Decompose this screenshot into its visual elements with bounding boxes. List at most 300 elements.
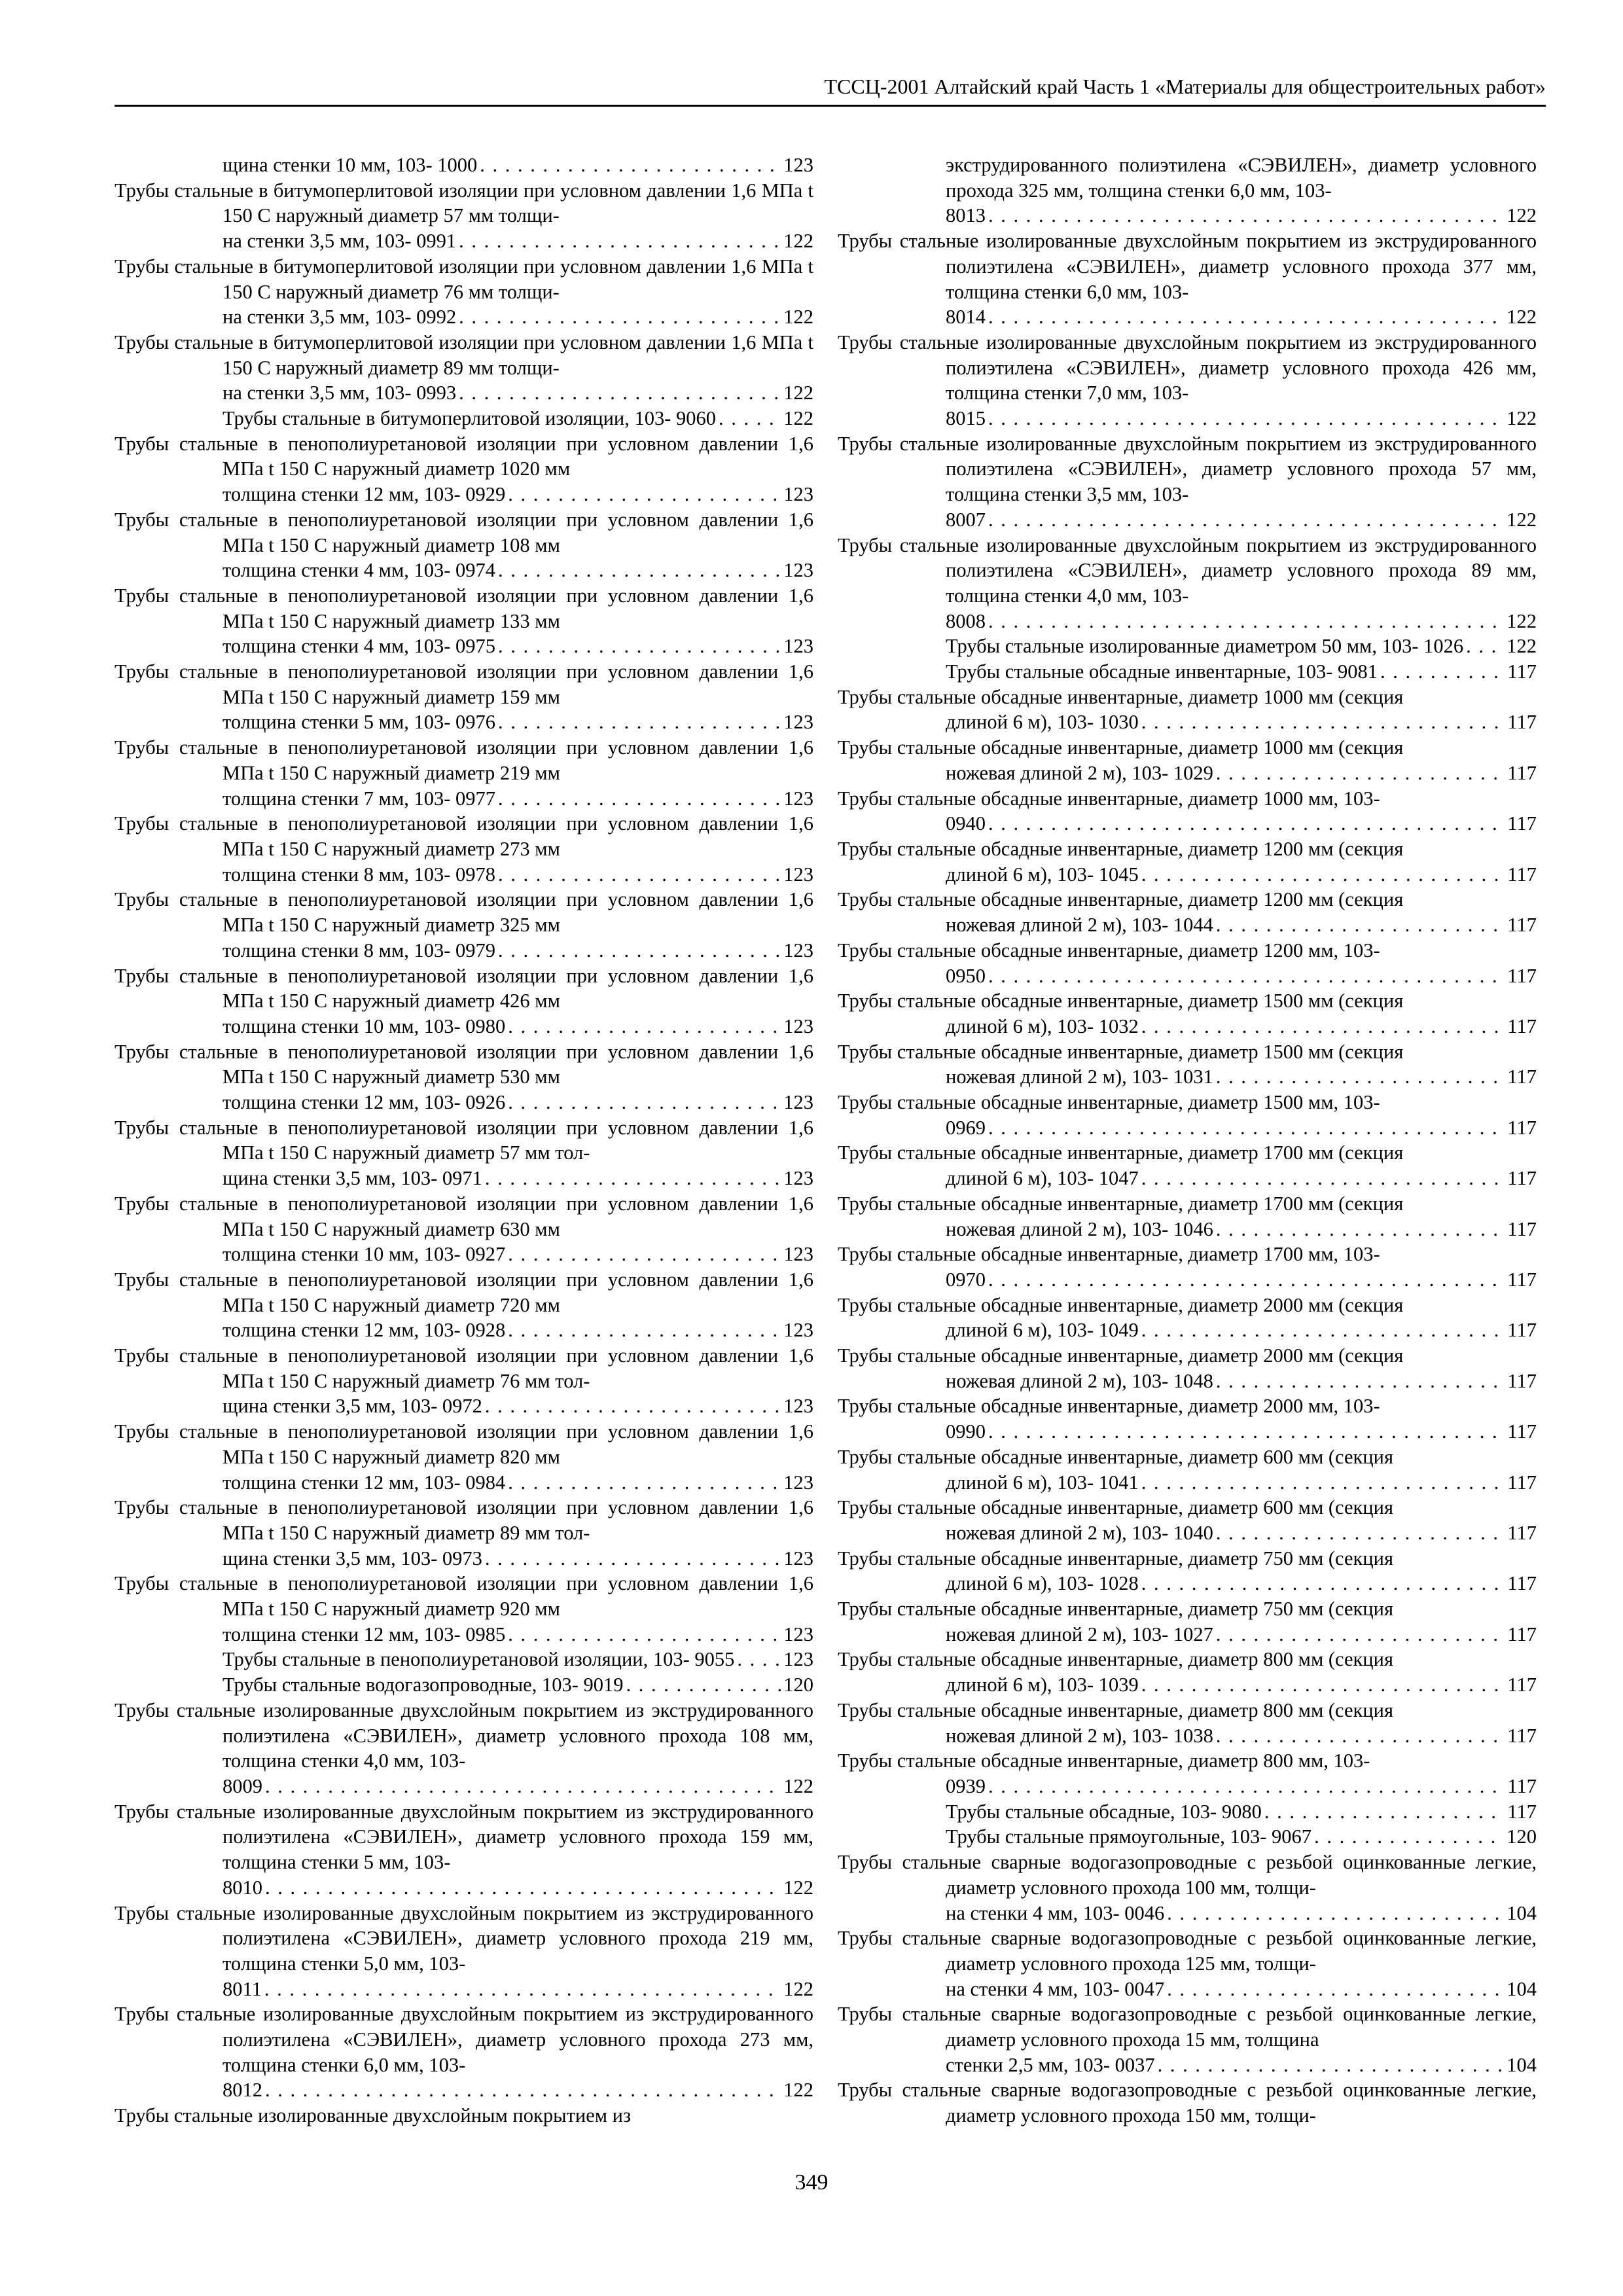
- entry-page-number: 117: [1507, 1369, 1537, 1392]
- dot-leader: [1141, 1014, 1505, 1039]
- dot-leader: [508, 482, 781, 507]
- dot-leader: [508, 1622, 781, 1647]
- entry-page-number: 123: [783, 1014, 813, 1037]
- index-entry: [838, 2077, 1537, 2128]
- entry-final-line: [223, 634, 813, 659]
- entry-final-line: [946, 1217, 1537, 1242]
- entry-page-number: 117: [1507, 761, 1537, 784]
- entry-reference: Трубы стальные в битумоперлитовой изоляции, 103- 9060: [223, 407, 716, 430]
- index-entry: [838, 1926, 1537, 2001]
- index-entry: [838, 659, 1537, 685]
- entry-text: Трубы стальные в битумоперлитовой изоляции при условном давлении 1,6 МПа t 150 С наружный диаметр 57 мм толщи-: [115, 179, 813, 227]
- entry-text: Трубы стальные обсадные инвентарные, диаметр 1000 мм (секция: [838, 685, 1404, 708]
- entry-text: Трубы стальные в пенополиуретановой изоляции при условном давлении 1,6 МПа t 150 С наружный диаметр 57 мм тол-: [115, 1116, 813, 1164]
- dot-leader: [459, 380, 781, 406]
- entry-final-line: [946, 2053, 1537, 2078]
- entry-final-line: [223, 228, 813, 254]
- entry-final-line: [223, 482, 813, 507]
- entry-page-number: 117: [1507, 1572, 1537, 1595]
- entry-page-number: 117: [1507, 711, 1537, 734]
- entry-final-line: [223, 938, 813, 963]
- entry-page-number: 117: [1507, 1268, 1537, 1291]
- entry-page-number: 122: [783, 1977, 813, 2000]
- entry-page-number: 120: [783, 1674, 813, 1696]
- dot-leader: [1216, 761, 1505, 786]
- dot-leader: [1141, 1318, 1505, 1343]
- entry-reference: Трубы стальные обсадные инвентарные, 103- 9081: [946, 660, 1378, 683]
- entry-reference: ножевая длиной 2 м), 103- 1038: [946, 1724, 1213, 1747]
- dot-leader: [1314, 1824, 1504, 1850]
- entry-text: Трубы стальные в битумоперлитовой изоляции при условном давлении 1,6 МПа t 150 С наружный диаметр 76 мм толщи-: [115, 255, 813, 303]
- index-entry: [838, 533, 1537, 634]
- index-entry: [115, 178, 813, 254]
- entry-final-line: [946, 634, 1537, 659]
- entry-text: Трубы стальные обсадные инвентарные, диаметр 1500 мм (секция: [838, 1040, 1404, 1063]
- entry-text: Трубы стальные обсадные инвентарные, диаметр 1000 мм (секция: [838, 736, 1404, 759]
- dot-leader: [1466, 634, 1504, 659]
- entry-reference: длиной 6 м), 103- 1041: [946, 1471, 1139, 1494]
- index-entry: [115, 1698, 813, 1799]
- entry-page-number: 122: [783, 382, 813, 404]
- entry-reference: 8014: [946, 306, 986, 329]
- entry-reference: 8008: [946, 609, 986, 632]
- dot-leader: [1216, 1217, 1505, 1242]
- entry-text: Трубы стальные в битумоперлитовой изоляции при условном давлении 1,6 МПа t 150 С наружный диаметр 89 мм толщи-: [115, 331, 813, 379]
- dot-leader: [988, 304, 1504, 330]
- entry-reference: толщина стенки 4 мм, 103- 0975: [223, 635, 496, 658]
- index-entry: [838, 228, 1537, 330]
- entry-text: Трубы стальные в пенополиуретановой изоляции при условном давлении 1,6 МПа t 150 С наружный диаметр 89 мм тол-: [115, 1496, 813, 1544]
- entry-final-line: [946, 1723, 1537, 1749]
- index-entry: [115, 2103, 813, 2128]
- entry-reference: ножевая длиной 2 м), 103- 1048: [946, 1369, 1213, 1392]
- dot-leader: [498, 709, 781, 735]
- entry-page-number: 123: [783, 939, 813, 961]
- entry-text: Трубы стальные изолированные двухслойным покрытием из экструдированного полиэтилена «СЭВИЛЕН», диаметр условного прохода 273 мм, толщина стенки 6,0 мм, 103-: [115, 2003, 813, 2076]
- index-entry: [115, 1799, 813, 1901]
- entry-text: Трубы стальные обсадные инвентарные, диаметр 800 мм (секция: [838, 1648, 1393, 1671]
- entry-page-number: 117: [1507, 1217, 1537, 1240]
- entry-final-line: [223, 1470, 813, 1496]
- entry-text: Трубы стальные изолированные двухслойным покрытием из экструдированного полиэтилена «СЭВИЛЕН», диаметр условного прохода 108 мм, толщина стенки 4,0 мм, 103-: [115, 1698, 813, 1772]
- entry-reference: стенки 2,5 мм, 103- 0037: [946, 2053, 1155, 2076]
- dot-leader: [737, 1647, 781, 1672]
- entry-page-number: 104: [1507, 2053, 1537, 2076]
- entry-final-line: [946, 912, 1537, 938]
- dot-leader: [1216, 1723, 1505, 1749]
- entry-reference: толщина стенки 5 мм, 103- 0976: [223, 711, 496, 734]
- entry-reference: щина стенки 10 мм, 103- 1000: [223, 154, 478, 176]
- entry-page-number: 123: [783, 863, 813, 886]
- entry-final-line: [946, 1318, 1537, 1343]
- dot-leader: [508, 1090, 781, 1115]
- entry-reference: толщина стенки 12 мм, 103- 0985: [223, 1623, 506, 1645]
- entry-text: Трубы стальные изолированные двухслойным покрытием из экструдированного полиэтилена «СЭВИЛЕН», диаметр условного прохода 377 мм, толщина стенки 6,0 мм, 103-: [838, 230, 1537, 303]
- index-entry: [838, 1647, 1537, 1697]
- entry-page-number: 117: [1507, 812, 1537, 835]
- entry-reference: толщина стенки 8 мм, 103- 0979: [223, 939, 496, 961]
- entry-final-line: [946, 1901, 1537, 1926]
- entry-reference: 8010: [223, 1876, 262, 1899]
- entry-reference: Трубы стальные в пенополиуретановой изоляции, 103- 9055: [223, 1648, 735, 1671]
- entry-page-number: 123: [783, 1395, 813, 1418]
- index-entry: [838, 735, 1537, 785]
- index-entry: [838, 431, 1537, 533]
- entry-final-line: [223, 862, 813, 888]
- entry-text: Трубы стальные изолированные двухслойным покрытием из экструдированного полиэтилена «СЭВИЛЕН», диаметр условного прохода 57 мм, толщина стенки 3,5 мм, 103-: [838, 432, 1537, 506]
- entry-final-line: [946, 709, 1537, 735]
- entry-final-line: [223, 558, 813, 583]
- dot-leader: [498, 938, 781, 963]
- dot-leader: [988, 811, 1505, 836]
- entry-page-number: 117: [1507, 914, 1537, 937]
- entry-reference: на стенки 3,5 мм, 103- 0993: [223, 382, 457, 404]
- index-entry: [115, 1191, 813, 1267]
- entry-reference: 0950: [946, 964, 986, 987]
- dot-leader: [1216, 912, 1505, 938]
- dot-leader: [988, 1419, 1505, 1444]
- index-entry: [838, 938, 1537, 988]
- dot-leader: [508, 1318, 781, 1343]
- entry-text: Трубы стальные в пенополиуретановой изоляции при условном давлении 1,6 МПа t 150 С наружный диаметр 530 мм: [115, 1040, 813, 1088]
- entry-text: Трубы стальные в пенополиуретановой изоляции при условном давлении 1,6 МПа t 150 С наружный диаметр 159 мм: [115, 660, 813, 708]
- entry-reference: щина стенки 3,5 мм, 103- 0971: [223, 1167, 482, 1190]
- dot-leader: [480, 152, 781, 178]
- entry-reference: 0970: [946, 1268, 986, 1291]
- entry-final-line: [223, 1875, 813, 1901]
- entry-page-number: 117: [1507, 1420, 1537, 1443]
- dot-leader: [485, 1393, 781, 1419]
- entry-page-number: 123: [783, 1547, 813, 1570]
- entry-final-line: [223, 1393, 813, 1419]
- dot-leader: [265, 2077, 781, 2103]
- entry-page-number: 122: [783, 306, 813, 329]
- index-entry: [838, 836, 1537, 887]
- index-entry: [838, 1824, 1537, 1850]
- entry-reference: толщина стенки 10 мм, 103- 0927: [223, 1243, 506, 1266]
- entry-text: Трубы стальные в пенополиуретановой изоляции при условном давлении 1,6 МПа t 150 С наружный диаметр 720 мм: [115, 1268, 813, 1316]
- index-entry: [838, 330, 1537, 431]
- index-entry: [115, 811, 813, 887]
- entry-final-line: [946, 1470, 1537, 1496]
- entry-text: Трубы стальные обсадные инвентарные, диаметр 1000 мм, 103-: [838, 787, 1380, 810]
- entry-text: Трубы стальные сварные водогазопроводные с резьбой оцинкованные легкие, диаметр условного прохода 150 мм, толщи-: [838, 2079, 1537, 2127]
- entry-text: Трубы стальные обсадные инвентарные, диаметр 1700 мм, 103-: [838, 1243, 1380, 1266]
- entry-text: Трубы стальные сварные водогазопроводные с резьбой оцинкованные легкие, диаметр условного прохода 100 мм, толщи-: [838, 1851, 1537, 1899]
- dot-leader: [988, 507, 1504, 533]
- entry-reference: 0939: [946, 1775, 986, 1797]
- entry-text: Трубы стальные обсадные инвентарные, диаметр 1500 мм, 103-: [838, 1091, 1380, 1114]
- entry-final-line: [946, 963, 1537, 989]
- index-entry: [115, 1672, 813, 1698]
- index-entry: [838, 887, 1537, 937]
- dot-leader: [1141, 709, 1505, 735]
- dot-leader: [1216, 1520, 1505, 1546]
- index-entry: [838, 1090, 1537, 1140]
- dot-leader: [1141, 862, 1505, 888]
- index-entry: [838, 1444, 1537, 1495]
- dot-leader: [988, 963, 1505, 989]
- entry-text: Трубы стальные изолированные двухслойным покрытием из: [115, 2104, 632, 2127]
- index-entry: [115, 254, 813, 330]
- entry-final-line: [946, 811, 1537, 836]
- entry-final-line: [946, 1369, 1537, 1394]
- index-entry: [838, 1495, 1537, 1545]
- entry-final-line: [946, 761, 1537, 786]
- dot-leader: [508, 1014, 781, 1039]
- entry-page-number: 122: [783, 230, 813, 253]
- index-column-left: [115, 152, 813, 2128]
- dot-leader: [498, 862, 781, 888]
- entry-page-number: 117: [1507, 1521, 1537, 1544]
- index-entry: [838, 1293, 1537, 1343]
- dot-leader: [498, 786, 781, 812]
- entry-page-number: 123: [783, 787, 813, 810]
- entry-page-number: 117: [1507, 863, 1537, 886]
- index-entry: [115, 1267, 813, 1343]
- entry-final-line: [946, 1622, 1537, 1647]
- entry-text: Трубы стальные обсадные инвентарные, диаметр 2000 мм, 103-: [838, 1395, 1380, 1418]
- index-entry: [838, 152, 1537, 228]
- index-entry: [838, 786, 1537, 836]
- index-entry: [838, 1039, 1537, 1090]
- entry-page-number: 122: [783, 407, 813, 430]
- entry-page-number: 117: [1507, 1775, 1537, 1797]
- index-entry: [115, 330, 813, 406]
- entry-text: Трубы стальные в пенополиуретановой изоляции при условном давлении 1,6 МПа t 150 С наружный диаметр 133 мм: [115, 584, 813, 632]
- dot-leader: [1216, 1369, 1505, 1394]
- entry-final-line: [223, 304, 813, 330]
- entry-text: Трубы стальные в пенополиуретановой изоляции при условном давлении 1,6 МПа t 150 С наружный диаметр 1020 мм: [115, 432, 813, 480]
- entry-text: Трубы стальные обсадные инвентарные, диаметр 600 мм (секция: [838, 1496, 1393, 1519]
- index-entry: [115, 887, 813, 963]
- entry-final-line: [223, 1546, 813, 1571]
- entry-page-number: 122: [783, 2079, 813, 2102]
- entry-reference: 0969: [946, 1116, 986, 1139]
- index-entry: [115, 1901, 813, 2002]
- index-entry: [115, 1495, 813, 1571]
- dot-leader: [498, 634, 781, 659]
- entry-page-number: 117: [1507, 1800, 1537, 1823]
- dot-leader: [1141, 1166, 1505, 1191]
- dot-leader: [1141, 1571, 1505, 1596]
- entry-reference: Трубы стальные изолированные диаметром 50 мм, 103- 1026: [946, 635, 1464, 658]
- entry-page-number: 117: [1507, 964, 1537, 987]
- entry-reference: щина стенки 3,5 мм, 103- 0973: [223, 1547, 482, 1570]
- entry-final-line: [223, 1622, 813, 1647]
- entry-text: Трубы стальные сварные водогазопроводные с резьбой оцинкованные легкие, диаметр условного прохода 125 мм, толщи-: [838, 1927, 1537, 1975]
- index-entry: [115, 963, 813, 1039]
- entry-text: Трубы стальные обсадные инвентарные, диаметр 1200 мм (секция: [838, 888, 1404, 911]
- entry-reference: 8009: [223, 1775, 262, 1797]
- entry-final-line: [946, 304, 1537, 330]
- entry-text: Трубы стальные в пенополиуретановой изоляции при условном давлении 1,6 МПа t 150 С наружный диаметр 219 мм: [115, 736, 813, 784]
- entry-text: Трубы стальные в пенополиуретановой изоляции при условном давлении 1,6 МПа t 150 С наружный диаметр 76 мм тол-: [115, 1344, 813, 1392]
- entry-page-number: 120: [1507, 1825, 1537, 1848]
- entry-final-line: [223, 709, 813, 735]
- entry-reference: ножевая длиной 2 м), 103- 1027: [946, 1623, 1213, 1645]
- entry-text: Трубы стальные в пенополиуретановой изоляции при условном давлении 1,6 МПа t 150 С наружный диаметр 820 мм: [115, 1420, 813, 1468]
- entry-page-number: 123: [783, 1648, 813, 1671]
- entry-text: Трубы стальные изолированные двухслойным покрытием из экструдированного полиэтилена «СЭВИЛЕН», диаметр условного прохода 159 мм, толщина стенки 5 мм, 103-: [115, 1800, 813, 1874]
- dot-leader: [626, 1672, 781, 1698]
- index-entry: [115, 1419, 813, 1495]
- entry-reference: толщина стенки 10 мм, 103- 0980: [223, 1014, 506, 1037]
- entry-page-number: 117: [1507, 1623, 1537, 1645]
- index-entry: [115, 507, 813, 583]
- entry-page-number: 122: [1507, 407, 1537, 430]
- dot-leader: [988, 1115, 1505, 1141]
- entry-final-line: [946, 1064, 1537, 1090]
- entry-page-number: 104: [1507, 1977, 1537, 2000]
- index-entry: [115, 1115, 813, 1191]
- dot-leader: [988, 406, 1504, 431]
- entry-final-line: [946, 507, 1537, 533]
- entry-text: экструдированного полиэтилена «СЭВИЛЕН», диаметр условного прохода 325 мм, толщина стенки 6,0 мм, 103-: [946, 154, 1537, 202]
- entry-page-number: 117: [1507, 1319, 1537, 1342]
- entry-final-line: [223, 1672, 813, 1698]
- entry-page-number: 117: [1507, 1066, 1537, 1088]
- entry-text: Трубы стальные обсадные инвентарные, диаметр 1700 мм (секция: [838, 1192, 1404, 1215]
- entry-page-number: 123: [783, 1319, 813, 1342]
- entry-reference: ножевая длиной 2 м), 103- 1044: [946, 914, 1213, 937]
- index-entry: [838, 1850, 1537, 1926]
- entry-final-line: [946, 1014, 1537, 1039]
- entry-final-line: [223, 406, 813, 431]
- index-entry: [115, 406, 813, 431]
- entry-text: Трубы стальные изолированные двухслойным покрытием из экструдированного полиэтилена «СЭВИЛЕН», диаметр условного прохода 219 мм, толщина стенки 5,0 мм, 103-: [115, 1901, 813, 1975]
- index-entry: [838, 685, 1537, 735]
- entry-final-line: [946, 406, 1537, 431]
- entry-page-number: 123: [783, 1243, 813, 1266]
- entry-text: Трубы стальные обсадные инвентарные, диаметр 2000 мм (секция: [838, 1344, 1404, 1367]
- entry-final-line: [223, 1090, 813, 1115]
- dot-leader: [485, 1166, 781, 1191]
- dot-leader: [459, 228, 781, 254]
- entry-final-line: [223, 1014, 813, 1039]
- entry-page-number: 122: [1507, 609, 1537, 632]
- entry-final-line: [223, 1242, 813, 1267]
- entry-final-line: [223, 2077, 813, 2103]
- index-entry: [115, 1039, 813, 1115]
- index-entry: [838, 988, 1537, 1039]
- entry-final-line: [946, 1419, 1537, 1444]
- dot-leader: [988, 1774, 1505, 1799]
- entry-text: Трубы стальные сварные водогазопроводные с резьбой оцинкованные легкие, диаметр условного прохода 15 мм, толщина: [838, 2003, 1537, 2051]
- index-entry: [838, 1393, 1537, 1444]
- entry-page-number: 123: [783, 1167, 813, 1190]
- entry-page-number: 123: [783, 1623, 813, 1645]
- entry-reference: толщина стенки 8 мм, 103- 0978: [223, 863, 496, 886]
- dot-leader: [498, 558, 781, 583]
- entry-final-line: [946, 1824, 1537, 1850]
- index-entry: [838, 1546, 1537, 1596]
- index-entry: [838, 1140, 1537, 1191]
- entry-reference: толщина стенки 12 мм, 103- 0984: [223, 1471, 506, 1494]
- index-entry: [838, 1343, 1537, 1393]
- entry-reference: ножевая длиной 2 м), 103- 1040: [946, 1521, 1213, 1544]
- entry-reference: ножевая длиной 2 м), 103- 1031: [946, 1066, 1213, 1088]
- index-entry: [838, 1191, 1537, 1242]
- entry-text: Трубы стальные обсадные инвентарные, диаметр 1500 мм (секция: [838, 990, 1404, 1013]
- dot-leader: [1141, 1470, 1505, 1496]
- entry-text: Трубы стальные изолированные двухслойным покрытием из экструдированного полиэтилена «СЭВИЛЕН», диаметр условного прохода 426 мм, толщина стенки 7,0 мм, 103-: [838, 331, 1537, 404]
- entry-final-line: [223, 1318, 813, 1343]
- index-entry: [838, 1698, 1537, 1748]
- entry-page-number: 117: [1507, 1471, 1537, 1494]
- entry-page-number: 123: [783, 635, 813, 658]
- entry-reference: ножевая длиной 2 м), 103- 1029: [946, 761, 1213, 784]
- entry-reference: длиной 6 м), 103- 1028: [946, 1572, 1139, 1595]
- entry-page-number: 117: [1507, 1674, 1537, 1696]
- entry-reference: 8015: [946, 407, 986, 430]
- entry-page-number: 123: [783, 1471, 813, 1494]
- entry-page-number: 117: [1507, 1014, 1537, 1037]
- dot-leader: [1167, 1977, 1504, 2002]
- entry-final-line: [223, 152, 813, 178]
- entry-reference: на стенки 4 мм, 103- 0046: [946, 1901, 1165, 1924]
- entry-reference: на стенки 3,5 мм, 103- 0992: [223, 306, 457, 329]
- entry-page-number: 122: [1507, 306, 1537, 329]
- index-entry: [838, 1242, 1537, 1292]
- dot-leader: [1158, 2053, 1505, 2078]
- entry-text: Трубы стальные в пенополиуретановой изоляции при условном давлении 1,6 МПа t 150 С наружный диаметр 630 мм: [115, 1192, 813, 1240]
- entry-final-line: [946, 659, 1537, 685]
- entry-text: Трубы стальные в пенополиуретановой изоляции при условном давлении 1,6 МПа t 150 С наружный диаметр 325 мм: [115, 888, 813, 937]
- entry-page-number: 117: [1507, 660, 1537, 683]
- index-entry: [115, 1571, 813, 1647]
- entry-text: Трубы стальные в пенополиуретановой изоляции при условном давлении 1,6 МПа t 150 С наружный диаметр 920 мм: [115, 1572, 813, 1621]
- running-header: ТССЦ-2001 Алтайский край Часть 1 «Материалы для общестроительных работ»: [824, 75, 1546, 98]
- entry-text: Трубы стальные обсадные инвентарные, диаметр 2000 мм (секция: [838, 1293, 1404, 1316]
- entry-reference: длиной 6 м), 103- 1049: [946, 1319, 1139, 1342]
- dot-leader: [988, 1267, 1505, 1293]
- entry-reference: толщина стенки 12 мм, 103- 0929: [223, 483, 506, 506]
- entry-page-number: 123: [783, 711, 813, 734]
- entry-page-number: 122: [1507, 204, 1537, 227]
- entry-page-number: 117: [1507, 1116, 1537, 1139]
- index-entry: [838, 2001, 1537, 2077]
- entry-final-line: [946, 1799, 1537, 1825]
- page-number: 349: [794, 2170, 829, 2195]
- dot-leader: [1141, 1672, 1505, 1698]
- entry-text: Трубы стальные обсадные инвентарные, диаметр 800 мм (секция: [838, 1698, 1393, 1721]
- entry-final-line: [946, 1672, 1537, 1698]
- index-entry: [115, 152, 813, 178]
- entry-reference: толщина стенки 12 мм, 103- 0928: [223, 1319, 506, 1342]
- entry-final-line: [946, 1267, 1537, 1293]
- entry-reference: на стенки 3,5 мм, 103- 0991: [223, 230, 457, 253]
- entry-final-line: [223, 1977, 813, 2002]
- index-entry: [115, 735, 813, 811]
- entry-text: Трубы стальные в пенополиуретановой изоляции при условном давлении 1,6 МПа t 150 С наружный диаметр 426 мм: [115, 964, 813, 1013]
- entry-reference: толщина стенки 4 мм, 103- 0974: [223, 559, 496, 582]
- entry-reference: длиной 6 м), 103- 1047: [946, 1167, 1139, 1190]
- entry-text: Трубы стальные обсадные инвентарные, диаметр 600 мм (секция: [838, 1445, 1393, 1468]
- index-entry: [838, 1596, 1537, 1647]
- entry-reference: 8007: [946, 508, 986, 531]
- entry-final-line: [223, 380, 813, 406]
- entry-page-number: 123: [783, 559, 813, 582]
- entry-reference: 8013: [946, 204, 986, 227]
- entry-final-line: [223, 786, 813, 812]
- entry-reference: щина стенки 3,5 мм, 103- 0972: [223, 1395, 482, 1418]
- entry-final-line: [946, 609, 1537, 634]
- entry-reference: толщина стенки 7 мм, 103- 0977: [223, 787, 496, 810]
- entry-text: Трубы стальные обсадные инвентарные, диаметр 1200 мм, 103-: [838, 939, 1380, 961]
- entry-page-number: 122: [1507, 635, 1537, 658]
- dot-leader: [988, 203, 1504, 228]
